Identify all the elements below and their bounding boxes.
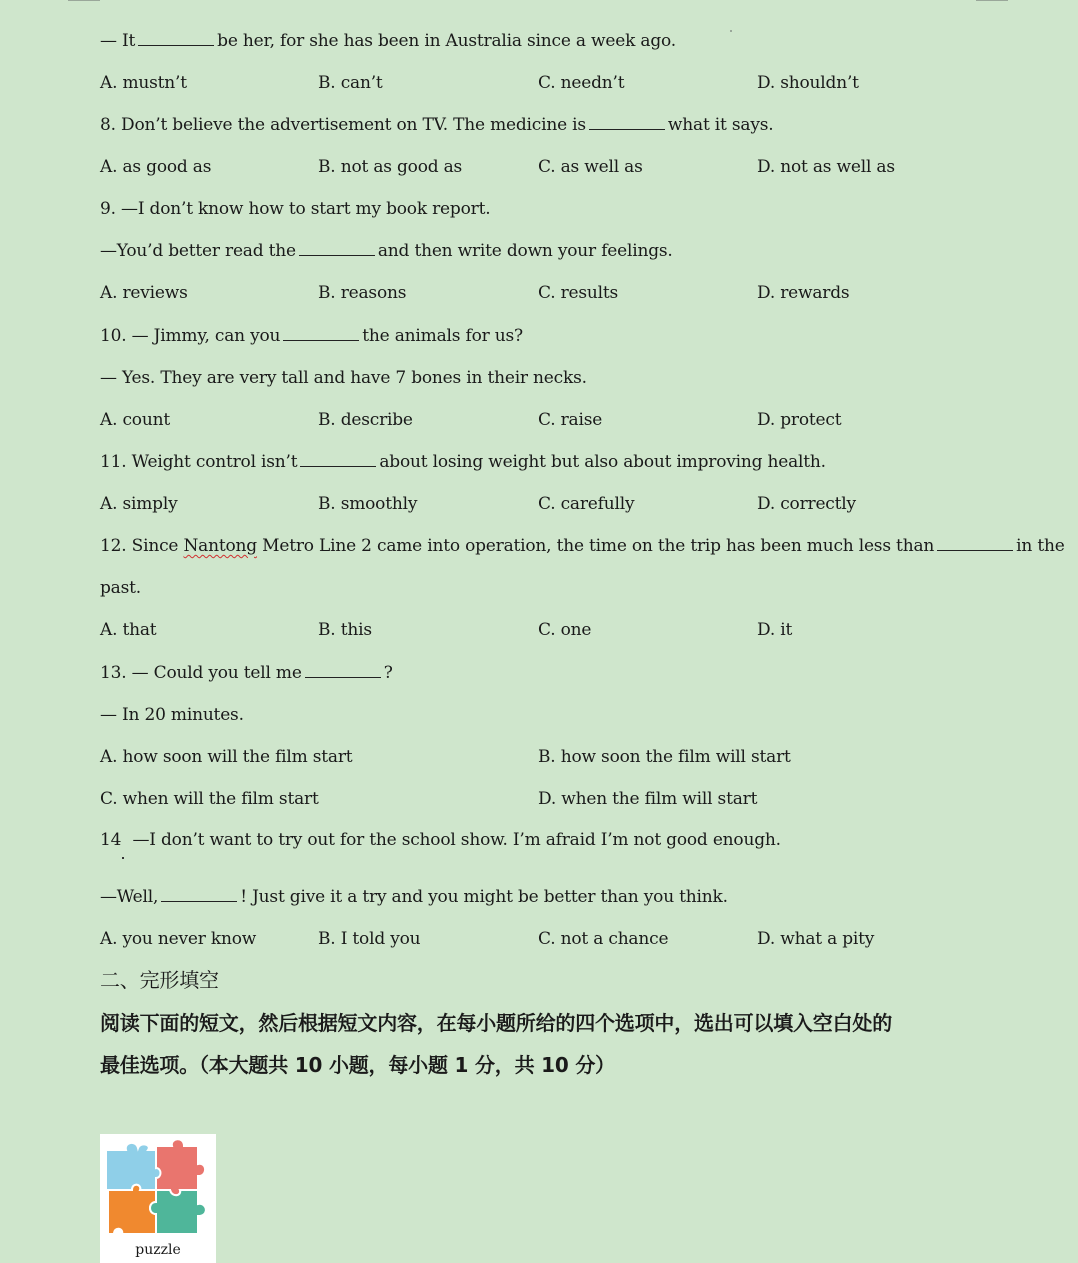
answer-blank [937, 536, 1013, 551]
q12-stem-continued: past. [100, 578, 141, 598]
q13-option-b: B. how soon the film will start [538, 747, 791, 767]
q10-option-a: A. count [100, 410, 170, 430]
q13-line1-start: 13. — Could you tell me [100, 663, 302, 683]
q14-option-d: D. what a pity [757, 929, 875, 949]
puzzle-icon [100, 1134, 216, 1242]
q13-line1 [100, 663, 393, 683]
q14-line2-start: —Well, [100, 887, 159, 907]
section-instructions-line1: 阅读下面的短文，然后根据短文内容，在每小题所给的四个选项中，选出可以填入空白处的 [100, 1011, 892, 1035]
q14-option-b: B. I told you [318, 929, 421, 949]
answer-blank [283, 326, 359, 341]
q13-line2: — In 20 minutes. [100, 705, 244, 725]
page-mark [730, 30, 732, 32]
q12-option-b: B. this [318, 620, 372, 640]
q8-stem-end: what it says. [667, 115, 774, 135]
q12-option-c: C. one [538, 620, 592, 640]
q8-option-a: A. as good as [100, 157, 212, 177]
q14-dot [122, 857, 124, 859]
q8-option-c: C. as well as [538, 157, 643, 177]
q14-option-a: A. you never know [100, 929, 257, 949]
answer-blank [300, 452, 376, 467]
q14-line2 [100, 887, 728, 907]
q12-stem [100, 536, 1065, 556]
q12-option-a: A. that [100, 620, 157, 640]
puzzle-piece-red [156, 1139, 205, 1195]
q14-line2-end: ! Just give it a try and you might be better than you think. [240, 887, 728, 907]
q11-option-d: D. correctly [757, 494, 856, 514]
q11-stem [100, 452, 826, 472]
q9-option-d: D. rewards [757, 283, 850, 303]
q10-option-c: C. raise [538, 410, 603, 430]
q9-line1: 9. —I don’t know how to start my book report. [100, 199, 491, 219]
puzzle-piece-green [150, 1190, 206, 1234]
q9-option-a: A. reviews [100, 283, 188, 303]
q8-stem [100, 115, 773, 135]
q9-option-c: C. results [538, 283, 619, 303]
q8-option-d: D. not as well as [757, 157, 895, 177]
q7-option-d: D. shouldn’t [757, 73, 859, 93]
spellcheck-word: Nantong [183, 536, 257, 556]
q7-option-c: C. needn’t [538, 73, 625, 93]
answer-blank [138, 31, 214, 46]
q12-stem-start: 12. Since [100, 536, 179, 556]
puzzle-image [100, 1134, 216, 1263]
answer-blank [161, 887, 237, 902]
q14-line1 [100, 830, 781, 850]
q10-option-d: D. protect [757, 410, 842, 430]
q11-option-c: C. carefully [538, 494, 635, 514]
q11-stem-end: about losing weight but also about improving health. [379, 452, 826, 472]
q14-number: 14 [100, 830, 122, 850]
q14-option-c: C. not a chance [538, 929, 669, 949]
page-edge-right [976, 0, 1008, 1]
q7-stem [100, 31, 676, 51]
q10-line1-start: 10. — Jimmy, can you [100, 326, 281, 346]
q12-stem-middle: Metro Line 2 came into operation, the time on the trip has been much less than [262, 536, 935, 556]
page-edge-left [68, 0, 100, 1]
q13-option-c: C. when will the film start [100, 789, 319, 809]
q12-stem-end: in the [1016, 536, 1065, 556]
q10-line2: — Yes. They are very tall and have 7 bones in their necks. [100, 368, 587, 388]
q12-option-d: D. it [757, 620, 793, 640]
q8-stem-start: 8. Don’t believe the advertisement on TV. The medicine is [100, 115, 586, 135]
q10-line1-end: the animals for us? [362, 326, 523, 346]
q11-option-a: A. simply [100, 494, 178, 514]
answer-blank [299, 241, 375, 256]
q9-line2 [100, 241, 673, 261]
q9-line2-start: —You’d better read the [100, 241, 296, 261]
q7-stem-end: be her, for she has been in Australia since a week ago. [217, 31, 676, 51]
q10-line1 [100, 326, 523, 346]
q11-stem-start: 11. Weight control isn’t [100, 452, 298, 472]
q13-option-d: D. when the film will start [538, 789, 758, 809]
answer-blank [305, 663, 381, 678]
puzzle-caption: puzzle [135, 1242, 181, 1258]
q7-stem-start: — It [100, 31, 136, 51]
q7-option-b: B. can’t [318, 73, 383, 93]
answer-blank [589, 115, 665, 130]
section-heading: 二、完形填空 [100, 968, 219, 992]
q14-line1-text: —I don’t want to try out for the school show. I’m afraid I’m not good enough. [132, 830, 781, 850]
q13-option-a: A. how soon will the film start [100, 747, 353, 767]
puzzle-piece-blue [106, 1143, 162, 1190]
puzzle-piece-orange [108, 1185, 156, 1234]
q10-option-b: B. describe [318, 410, 413, 430]
q13-line1-end: ? [383, 663, 393, 683]
q8-option-b: B. not as good as [318, 157, 463, 177]
q9-line2-end: and then write down your feelings. [377, 241, 673, 261]
section-instructions-line2: 最佳选项。（本大题共 10 小题，每小题 1 分，共 10 分） [100, 1053, 615, 1077]
q11-option-b: B. smoothly [318, 494, 418, 514]
q7-option-a: A. mustn’t [100, 73, 187, 93]
q9-option-b: B. reasons [318, 283, 407, 303]
